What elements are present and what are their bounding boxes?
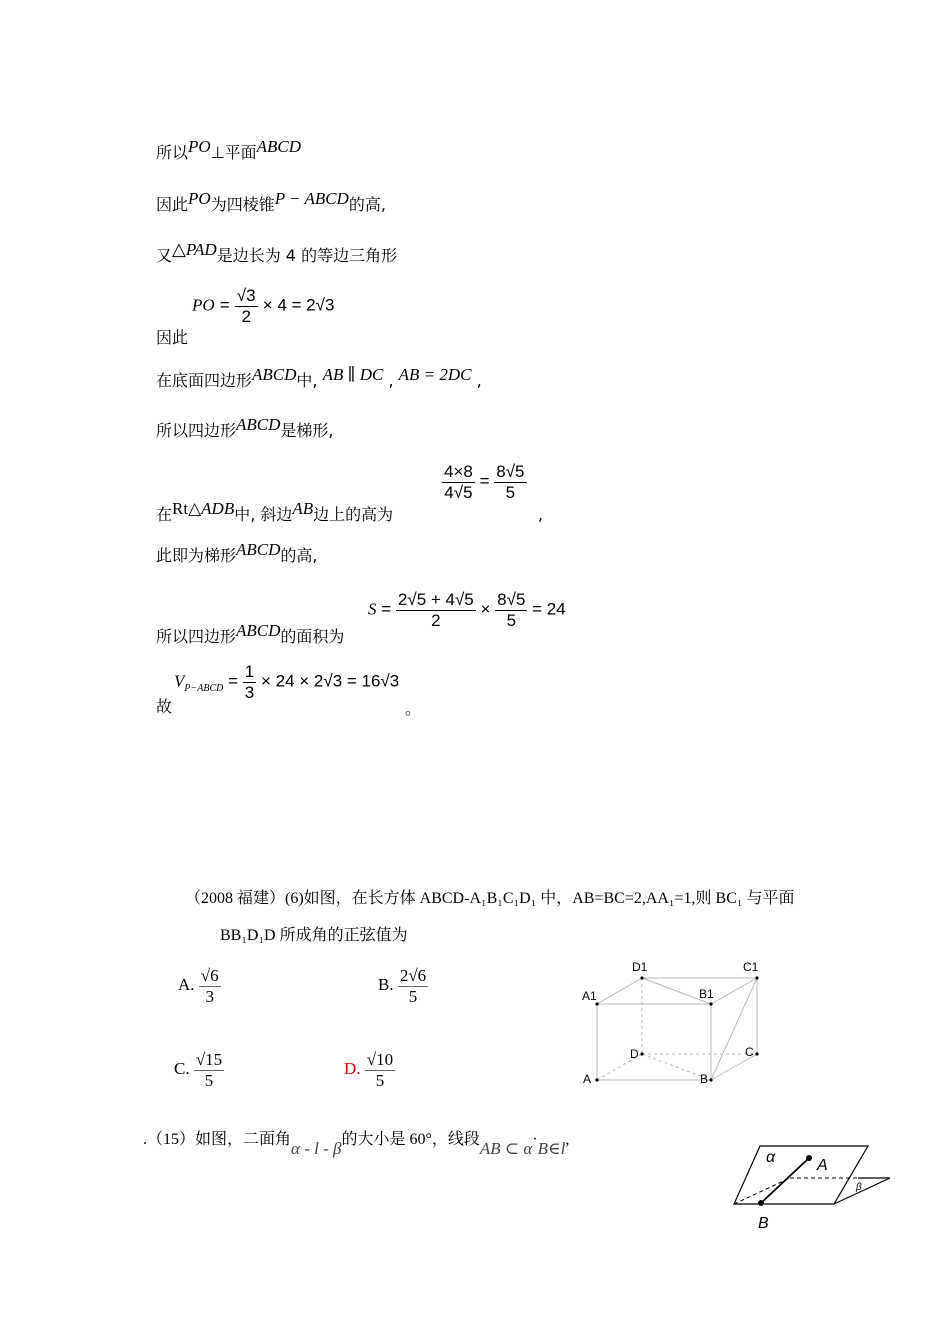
label-b: B — [758, 1215, 769, 1232]
label-a: A — [583, 1072, 592, 1086]
denominator: 4√5 — [444, 482, 473, 502]
volume-formula — [174, 662, 399, 702]
math-abcd: ABCD — [236, 621, 281, 640]
denominator: 5 — [408, 986, 418, 1006]
denominator: 2 — [241, 306, 251, 326]
math-p-abcd: P − ABCD — [274, 189, 349, 208]
option-fraction — [194, 1050, 224, 1090]
dihedral-figure — [728, 1140, 896, 1236]
text: .（15）如图，二面角 — [143, 1131, 292, 1148]
problem-15-line — [143, 1126, 570, 1158]
math-dihedral-angle: α - l - β — [291, 1139, 342, 1158]
option-c — [174, 1050, 224, 1090]
text: 是边长为 4 的等边三角形 — [216, 246, 398, 265]
numerator: 8√5 — [497, 590, 526, 609]
math-abcd: ABCD — [252, 365, 297, 384]
option-d — [344, 1050, 395, 1090]
denominator: 2 — [431, 610, 441, 630]
denominator: 5 — [375, 1070, 385, 1090]
text: 是梯形, — [280, 421, 334, 440]
fraction — [235, 286, 258, 326]
times: × — [480, 599, 491, 619]
fraction-1 — [442, 462, 475, 502]
text: 所以四边形 — [156, 627, 237, 646]
math-ab-2dc: AB = 2DC — [398, 365, 472, 384]
problem-6-line-1: （2008 福建）(6)如图，在长方体 ABCD-A₁B₁C₁D₁ 中，AB=BC=2,AA₁=1,则 BC₁ 与平面 — [185, 890, 795, 907]
fraction — [243, 662, 256, 702]
text: 平面 — [224, 143, 257, 162]
option-b — [378, 966, 428, 1006]
comma: , — [538, 505, 544, 524]
text: 的大小是 60°，线段 — [341, 1131, 480, 1148]
option-label: A. — [178, 974, 195, 994]
label-b1: B1 — [699, 987, 714, 1001]
solution-line-3 — [156, 239, 398, 266]
text: 此即为梯形 — [156, 546, 237, 565]
math-subscript: P−ABCD — [184, 682, 224, 694]
math-abcd: ABCD — [256, 137, 302, 156]
fraction-1 — [396, 590, 476, 630]
rt-triangle: Rt△ — [172, 499, 202, 518]
math-abcd: ABCD — [236, 415, 281, 434]
option-a — [178, 966, 221, 1006]
numerator: √6 — [200, 966, 219, 985]
fraction-2 — [495, 590, 527, 630]
expression: × 4 = 2√3 — [262, 295, 335, 315]
option-label: C. — [174, 1058, 190, 1078]
area-formula — [368, 590, 566, 630]
text: 中, 斜边 — [234, 505, 293, 524]
denominator: 5 — [204, 1070, 214, 1090]
math-v: V — [174, 671, 185, 691]
equals: = — [228, 671, 239, 691]
text: 的面积为 — [280, 627, 345, 646]
numerator: 4×8 — [444, 462, 473, 481]
equals: = — [479, 471, 490, 491]
label-a1: A1 — [582, 989, 597, 1003]
label-b: B — [700, 1072, 709, 1086]
solution-line-8 — [156, 540, 318, 566]
denominator: 3 — [244, 682, 255, 702]
problem-6-line-2: BB₁D₁D 所成角的正弦值为 — [220, 927, 408, 944]
option-fraction — [365, 1050, 395, 1090]
equals: = — [219, 295, 230, 315]
label-beta: β — [856, 1182, 862, 1193]
text: 在 — [156, 505, 173, 524]
option-fraction — [199, 966, 221, 1006]
math-ab: AB — [292, 499, 314, 518]
text: 边上的高为 — [313, 505, 394, 524]
numerator: 2√6 — [399, 966, 427, 985]
denominator: 5 — [506, 610, 517, 630]
text: 又 — [156, 246, 173, 265]
fraction-2 — [494, 462, 526, 502]
text: 中, — [296, 371, 318, 390]
solution-line-7 — [156, 499, 394, 525]
text: 所以四边形 — [156, 421, 237, 440]
text: , — [476, 371, 482, 390]
numerator: √3 — [236, 286, 256, 305]
label-a: A — [817, 1157, 828, 1174]
text: , — [565, 1131, 570, 1148]
solution-line-10-label: 故 — [156, 697, 173, 716]
triangle-symbol: △ — [172, 239, 186, 260]
math-parallel: AB ∥ DC — [322, 365, 384, 384]
label-c1: C1 — [743, 960, 759, 974]
period: 。 — [405, 699, 422, 718]
label-alpha: α — [766, 1149, 776, 1166]
text: 所以 — [156, 143, 189, 162]
cuboid-figure — [575, 958, 775, 1090]
numerator: 2√5 + 4√5 — [397, 590, 474, 609]
math-pad: PAD — [185, 240, 217, 259]
math-b-in-l: B∈l — [537, 1139, 566, 1158]
math-po: PO — [192, 295, 215, 315]
text: 为四棱锥 — [210, 195, 275, 214]
text: · — [532, 1131, 538, 1148]
text: , — [388, 371, 394, 390]
option-fraction — [398, 966, 428, 1006]
equals: = — [381, 599, 392, 619]
denominator: 3 — [205, 986, 214, 1006]
solution-line-9 — [156, 621, 345, 647]
solution-line-4-label: 因此 — [156, 328, 189, 347]
denominator: 5 — [505, 482, 516, 502]
text: 的高, — [348, 195, 386, 214]
perp-symbol: ⊥ — [210, 143, 225, 162]
numerator: √15 — [195, 1050, 223, 1069]
expression: × 24 × 2√3 = 16√3 — [260, 671, 400, 691]
solution-line-5 — [156, 365, 482, 391]
numerator: 8√5 — [496, 462, 525, 481]
math-adb: ADB — [201, 499, 235, 518]
numerator: √10 — [366, 1050, 394, 1069]
math-s: S — [368, 599, 377, 619]
option-label: B. — [378, 974, 394, 994]
numerator: 1 — [244, 662, 255, 681]
text: 在底面四边形 — [156, 371, 253, 390]
label-d1: D1 — [632, 960, 648, 974]
math-abcd: ABCD — [236, 540, 281, 559]
solution-line-6 — [156, 415, 334, 441]
math-po: PO — [188, 189, 211, 208]
label-c: C — [745, 1045, 754, 1059]
solution-line-2 — [156, 189, 386, 215]
result: = 24 — [532, 599, 566, 619]
math-ab-subset: AB ⊂ α — [479, 1139, 533, 1158]
height-formula — [442, 462, 527, 502]
option-label: D. — [344, 1058, 361, 1078]
label-d: D — [630, 1047, 639, 1061]
math-po: PO — [188, 137, 211, 156]
text: 的高, — [280, 546, 318, 565]
solution-line-1 — [156, 137, 302, 163]
solution-line-4-formula — [192, 286, 334, 326]
text: 因此 — [156, 195, 189, 214]
